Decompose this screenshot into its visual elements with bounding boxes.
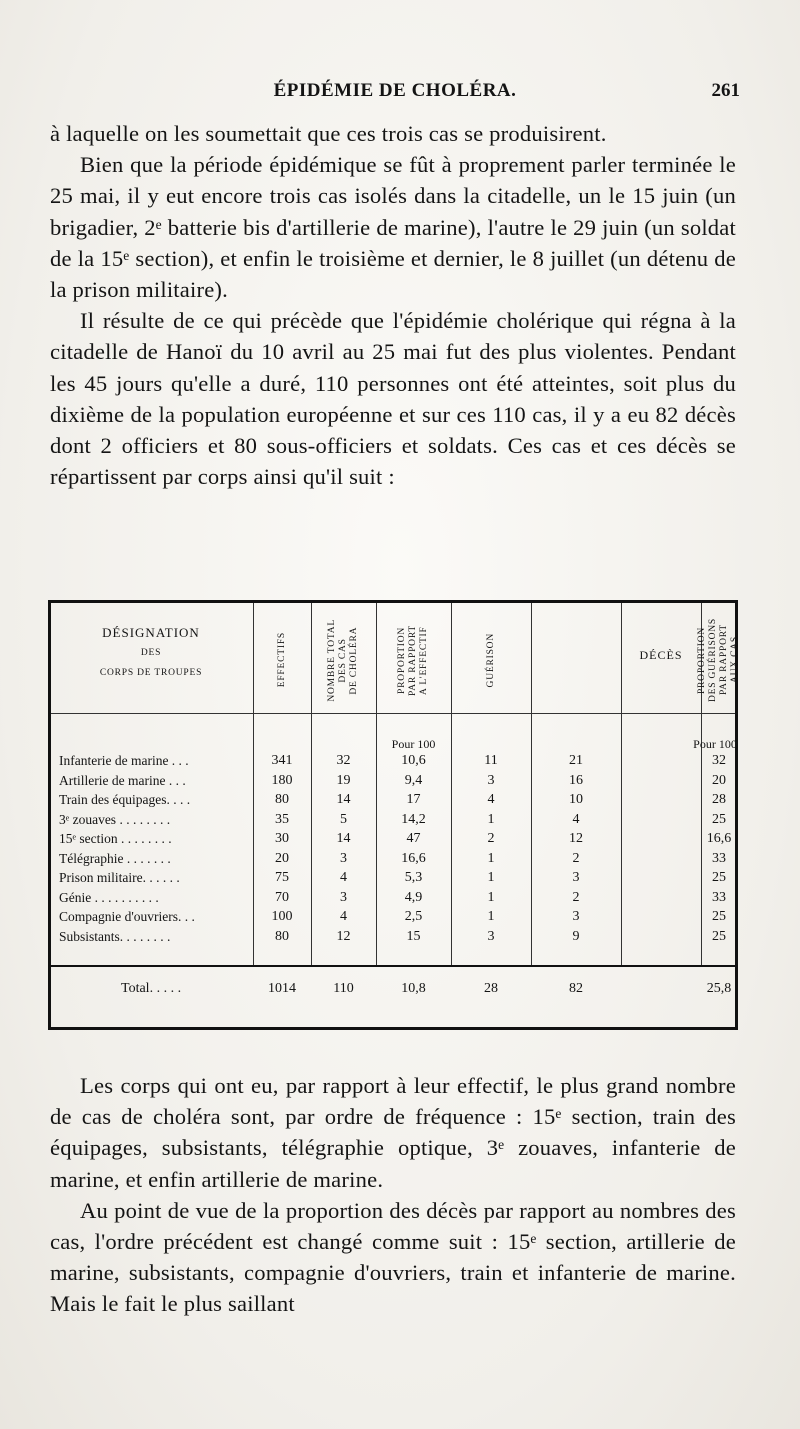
table-row <box>51 753 735 773</box>
cell-cas: 3 <box>340 889 347 905</box>
paragraph: Les corps qui ont eu, par rapport à leur effectif, le plus grand nombre de cas de choléra sont, par ordre de fréquence : 15ᵉ section, train des équipages, subsistants, télégraphie optique, 3ᵉ zouaves, infanterie de marine, et enfin artillerie de marine. <box>50 1073 736 1192</box>
paragraph: Bien que la période épidémique se fût à proprement parler terminée le 25 mai, il y eut encore trois cas isolés dans la citadelle, un le 15 juin (un brigadier, 2ᵉ batterie bis d'artillerie de marine), l'autre le 29 juin (un soldat de la 15ᵉ section), et enfin le troisième et dernier, le 8 juillet (un détenu de la prison militaire). <box>50 152 736 303</box>
cell-effectif: 20 <box>275 850 289 866</box>
cell-prop-guerisons: 25 <box>712 870 726 885</box>
cell-guerison: 1 <box>487 811 495 827</box>
table-row <box>51 890 735 910</box>
cell-prop-guerisons: 33 <box>712 889 726 905</box>
cell-guerison: 3 <box>487 772 495 788</box>
cell-corps: Infanterie de marine . . . <box>59 753 189 768</box>
cell-effectif: 70 <box>275 889 289 905</box>
cell-guerison: 1 <box>487 909 495 924</box>
cell-guerison: 2 <box>487 831 495 846</box>
cell-corps: Compagnie d'ouvriers. . . <box>59 909 195 924</box>
total-effectif: 1014 <box>268 981 296 996</box>
cell-guerison: 1 <box>487 889 495 905</box>
cell-corps: Prison militaire. . . . . . <box>59 870 180 885</box>
unit-label: Pour 100 <box>693 737 737 751</box>
page-number: 261 <box>711 80 740 101</box>
total-label: Total. . . . . <box>121 981 182 996</box>
table-row <box>51 812 735 832</box>
total-cas: 110 <box>333 981 354 996</box>
cell-proportion: 47 <box>406 831 421 846</box>
header-guerison: GUÉRISON <box>485 632 496 688</box>
cell-effectif: 100 <box>271 909 293 924</box>
cell-proportion: 2,5 <box>404 909 423 924</box>
cell-prop-guerisons: 16,6 <box>706 831 732 846</box>
paragraph: à laquelle on les soumettait que ces trois cas se produisirent. <box>50 121 607 146</box>
cell-proportion: 4,9 <box>404 889 423 905</box>
header-proportion-guerisons: PROPORTION DES GUÉRISONS PAR RAPPORT AUX CAS <box>697 617 740 703</box>
body-text-bottom <box>50 1070 736 1320</box>
table-row <box>51 909 735 929</box>
cell-deces: 10 <box>569 792 583 807</box>
total-prop-guerisons: 25,8 <box>706 981 732 996</box>
cell-guerison: 11 <box>484 753 498 768</box>
cell-corps: Train des équipages. . . . <box>59 792 191 807</box>
cell-corps: Télégraphie . . . . . . . <box>59 850 171 866</box>
table-row <box>51 851 735 871</box>
cell-prop-guerisons: 33 <box>712 850 726 866</box>
cell-proportion: 16,6 <box>401 850 426 866</box>
cell-deces: 3 <box>572 909 580 924</box>
cell-corps: 3ᵉ zouaves . . . . . . . . <box>59 811 171 827</box>
cell-cas: 14 <box>336 831 351 846</box>
cell-cas: 4 <box>340 909 347 924</box>
cell-effectif: 80 <box>275 928 289 944</box>
cell-effectif: 341 <box>271 753 293 768</box>
paragraph: Au point de vue de la proportion des décès par rapport au nombres des cas, l'ordre précédent est changé comme suit : 15ᵉ section, artillerie de marine, subsistants, compagnie d'ouvriers, train et infanterie de marine. Mais le fait le plus saillant <box>50 1197 736 1317</box>
total-proportion: 10,8 <box>401 981 426 996</box>
table-row <box>51 870 735 890</box>
cell-effectif: 75 <box>275 870 289 885</box>
total-guerison: 28 <box>484 981 498 996</box>
table-row <box>51 773 735 793</box>
cell-guerison: 1 <box>487 870 495 885</box>
cell-cas: 32 <box>336 753 351 768</box>
cell-prop-guerisons: 28 <box>712 792 726 807</box>
cell-cas: 19 <box>336 772 351 788</box>
cell-proportion: 5,3 <box>404 870 423 885</box>
cell-cas: 4 <box>340 870 347 885</box>
cell-deces: 21 <box>569 753 583 768</box>
total-deces: 82 <box>569 981 583 996</box>
header-deces: DÉCÈS <box>639 648 683 662</box>
cell-proportion: 9,4 <box>404 772 423 788</box>
unit-label: Pour 100 <box>391 737 436 751</box>
header-nombre-cas: NOMBRE TOTAL DES CAS DE CHOLÉRA <box>327 618 359 702</box>
total-row <box>51 981 735 1007</box>
cell-guerison: 1 <box>487 850 495 866</box>
table-row <box>51 831 735 851</box>
cell-cas: 14 <box>336 792 351 807</box>
cell-proportion: 15 <box>406 928 421 944</box>
cell-proportion: 17 <box>406 792 421 807</box>
cell-corps: Subsistants. . . . . . . . <box>59 928 171 944</box>
cell-corps: Génie . . . . . . . . . . <box>59 889 159 905</box>
table-row <box>51 929 735 949</box>
cell-deces: 9 <box>572 928 580 944</box>
cell-cas: 3 <box>340 850 347 866</box>
cell-effectif: 30 <box>275 831 289 846</box>
cell-cas: 12 <box>336 928 351 944</box>
cell-effectif: 80 <box>275 792 289 807</box>
cell-corps: Artillerie de marine . . . <box>59 772 186 788</box>
table-row <box>51 792 735 812</box>
cell-deces: 16 <box>569 772 583 788</box>
cell-prop-guerisons: 32 <box>712 753 726 768</box>
cell-deces: 12 <box>569 831 583 846</box>
header-designation: DÉSIGNATION DES CORPS DE TROUPES <box>99 625 203 678</box>
cell-cas: 5 <box>340 811 347 827</box>
cell-deces: 2 <box>572 889 580 905</box>
cell-proportion: 10,6 <box>401 753 426 768</box>
cell-proportion: 14,2 <box>401 811 426 827</box>
cell-effectif: 35 <box>275 811 289 827</box>
cell-deces: 3 <box>572 870 580 885</box>
paragraph: Il résulte de ce qui précède que l'épidémie cholérique qui régna à la citadelle de Hanoï du 10 avril au 25 mai fut des plus violentes. Pendant les 45 jours qu'elle a duré, 110 personnes ont été atteintes, soit plus du dixième de la population européenne et sur ces 110 cas, il y a eu 82 décès dont 2 officiers et 80 sous-officiers et soldats. Ces cas et ces décès se répartissent par corps ainsi qu'il suit : <box>50 308 736 490</box>
cell-prop-guerisons: 25 <box>712 811 726 827</box>
cell-guerison: 3 <box>487 928 495 944</box>
cell-deces: 2 <box>572 850 580 866</box>
header-proportion: PROPORTION PAR RAPPORT A L'EFFECTIF <box>397 624 429 696</box>
cell-prop-guerisons: 25 <box>712 909 726 924</box>
cell-prop-guerisons: 20 <box>712 772 726 788</box>
cell-effectif: 180 <box>271 772 293 788</box>
body-text-top <box>50 118 736 492</box>
running-head <box>50 80 740 106</box>
cell-deces: 4 <box>572 811 580 827</box>
running-title: ÉPIDÉMIE DE CHOLÉRA. <box>273 80 517 101</box>
cell-prop-guerisons: 25 <box>712 928 726 944</box>
cell-guerison: 4 <box>487 792 495 807</box>
cell-corps: 15ᵉ section . . . . . . . . <box>59 831 172 846</box>
header-effectifs: EFFECTIFS <box>276 632 287 688</box>
cholera-table <box>48 600 738 1030</box>
